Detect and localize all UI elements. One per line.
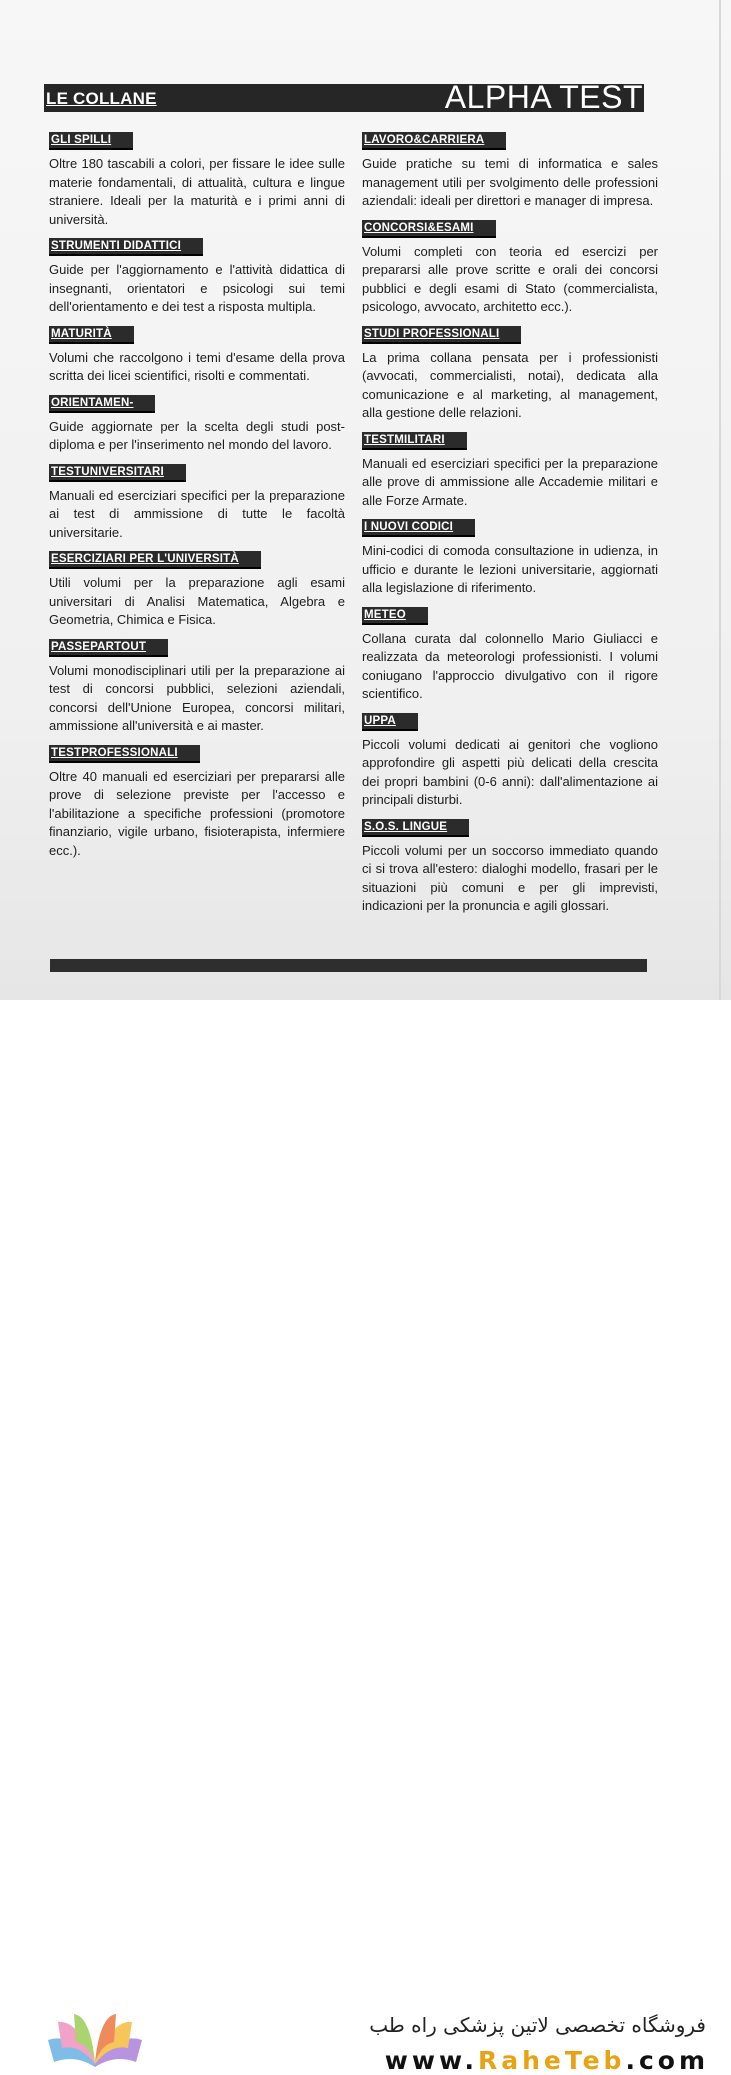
section-heading: CONCORSI&ESAMI xyxy=(362,220,496,238)
section-heading: STRUMENTI DIDATTICI xyxy=(49,238,203,256)
section-meteo xyxy=(362,605,658,704)
section-nuovi-codici xyxy=(362,517,658,598)
section-text: Oltre 180 tascabili a colori, per fissare le idee sulle materie fondamentali, di attualità, cultura e lingue straniere. Ideali per la maturità e i primi anni di università. xyxy=(49,156,345,227)
section-heading: TESTMILITARI xyxy=(362,432,467,450)
section-testprofessionali xyxy=(49,743,345,861)
section-text: Guide aggiornate per la scelta degli studi post-diploma e per l'inserimento nel mondo del lavoro. xyxy=(49,418,345,452)
section-heading: TESTUNIVERSITARI xyxy=(49,464,186,482)
section-heading: MATURITÀ xyxy=(49,326,134,344)
section-text: Piccoli volumi dedicati ai genitori che vogliono approfondire gli aspetti più delicati della crescita dei propri bambini (0-6 anni): dall'alimentazione ai principali disturbi. xyxy=(362,736,658,807)
section-text: Collana curata dal colonnello Mario Giuliacci e realizzata da meteorologi professionisti. I volumi coniugano l'approccio divulgativo con il rigore scientifico. xyxy=(362,630,658,701)
section-heading: LAVORO&CARRIERA xyxy=(362,132,506,150)
page-edge xyxy=(719,0,721,1000)
section-heading: METEO xyxy=(362,607,428,625)
scanned-page xyxy=(0,0,731,1000)
section-text: Guide per l'aggiornamento e l'attività didattica di insegnanti, orientatori e psicologi sui temi dell'orientamento e dei test a risposta multipla. xyxy=(49,262,345,314)
section-text: Piccoli volumi per un soccorso immediato quando ci si trova all'estero: dialoghi modello, frasari per le situazioni più comuni e per gli imprevisti, indicazioni per la pronuncia e agili glossari. xyxy=(362,842,658,913)
store-name: فروشگاه تخصصی لاتین پزشکی راه طب xyxy=(369,2013,706,2037)
store-url xyxy=(385,2046,709,2075)
section-orientamento xyxy=(49,393,345,455)
section-gli-spilli xyxy=(49,130,345,229)
brand-title: ALPHA TEST xyxy=(444,79,643,115)
section-lavoro-carriera xyxy=(362,130,658,211)
section-passepartout xyxy=(49,637,345,736)
section-text: Mini-codici di comoda consultazione in udienza, in ufficio e durante le lezioni universitarie, aggiornati alla legislazione di riferimento. xyxy=(362,543,658,595)
header-title: LE COLLANE xyxy=(46,89,157,108)
section-text: La prima collana pensata per i professionisti (avvocati, commercialisti, notai), dedicata alla comunicazione e al marketing, al management, alla gestione delle relazioni. xyxy=(362,349,658,420)
section-heading: TESTPROFESSIONALI xyxy=(49,745,200,763)
section-text: Volumi completi con teoria ed esercizi per prepararsi alle prove scritte e orali dei concorsi pubblici e degli esami di Stato (commercialista, psicologo, avvocato, architetto ecc.). xyxy=(362,243,658,314)
section-heading: GLI SPILLI xyxy=(49,132,133,150)
left-column xyxy=(49,130,345,867)
section-text: Guide pratiche su temi di informatica e sales management utili per svolgimento delle professioni aziendali: ideali per direttori e manager di impresa. xyxy=(362,156,658,208)
url-accent: RaheTeb xyxy=(477,2046,626,2075)
section-heading: UPPA xyxy=(362,713,418,731)
section-text: Oltre 40 manuali ed eserciziari per prepararsi alle prove di selezione previste per l'accesso e l'abilitazione a specifiche professioni (promotore finanziario, vigile urbano, fisioterapista, infermiere ecc.). xyxy=(49,768,345,858)
url-prefix: www. xyxy=(384,2046,478,2075)
open-book-logo-icon xyxy=(40,2012,150,2072)
section-text: Utili volumi per la preparazione agli esami universitari di Analisi Matematica, Algebra e Geometria, Chimica e Fisica. xyxy=(49,575,345,627)
section-text: Volumi monodisciplinari utili per la preparazione ai test di concorsi pubblici, selezioni aziendali, concorsi dell'Unione Europea, concorsi militari, ammissione all'università e ai master. xyxy=(49,662,345,733)
section-strumenti-didattici xyxy=(49,236,345,317)
watermark-footer xyxy=(0,1000,731,2075)
section-eserciziari-universita xyxy=(49,549,345,630)
section-heading: ESERCIZIARI PER L'UNIVERSITÀ xyxy=(49,551,261,569)
right-column xyxy=(362,130,658,923)
section-uppa xyxy=(362,711,658,810)
section-heading: ORIENTAMEN- xyxy=(49,395,155,413)
section-heading: S.O.S. LINGUE xyxy=(362,819,469,837)
section-concorsi-esami xyxy=(362,218,658,317)
section-heading: PASSEPARTOUT xyxy=(49,639,168,657)
section-testmilitari xyxy=(362,430,658,511)
section-text: Volumi che raccolgono i temi d'esame della prova scritta dei licei scientifici, risolti e commentati. xyxy=(49,349,345,383)
section-text: Manuali ed eserciziari specifici per la preparazione ai test di ammissione di tutte le facoltà universitarie. xyxy=(49,487,345,540)
section-sos-lingue xyxy=(362,817,658,916)
section-heading: STUDI PROFESSIONALI xyxy=(362,326,521,344)
section-text: Manuali ed eserciziari specifici per la preparazione alle prove di ammissione alle Accademie militari e alle Forze Armate. xyxy=(362,455,658,508)
section-studi-professionali xyxy=(362,324,658,423)
section-heading: I NUOVI CODICI xyxy=(362,519,475,537)
url-suffix: .com xyxy=(625,2046,709,2075)
section-testuniversitari xyxy=(49,462,345,543)
footer-bar xyxy=(50,959,647,972)
section-maturita xyxy=(49,324,345,386)
